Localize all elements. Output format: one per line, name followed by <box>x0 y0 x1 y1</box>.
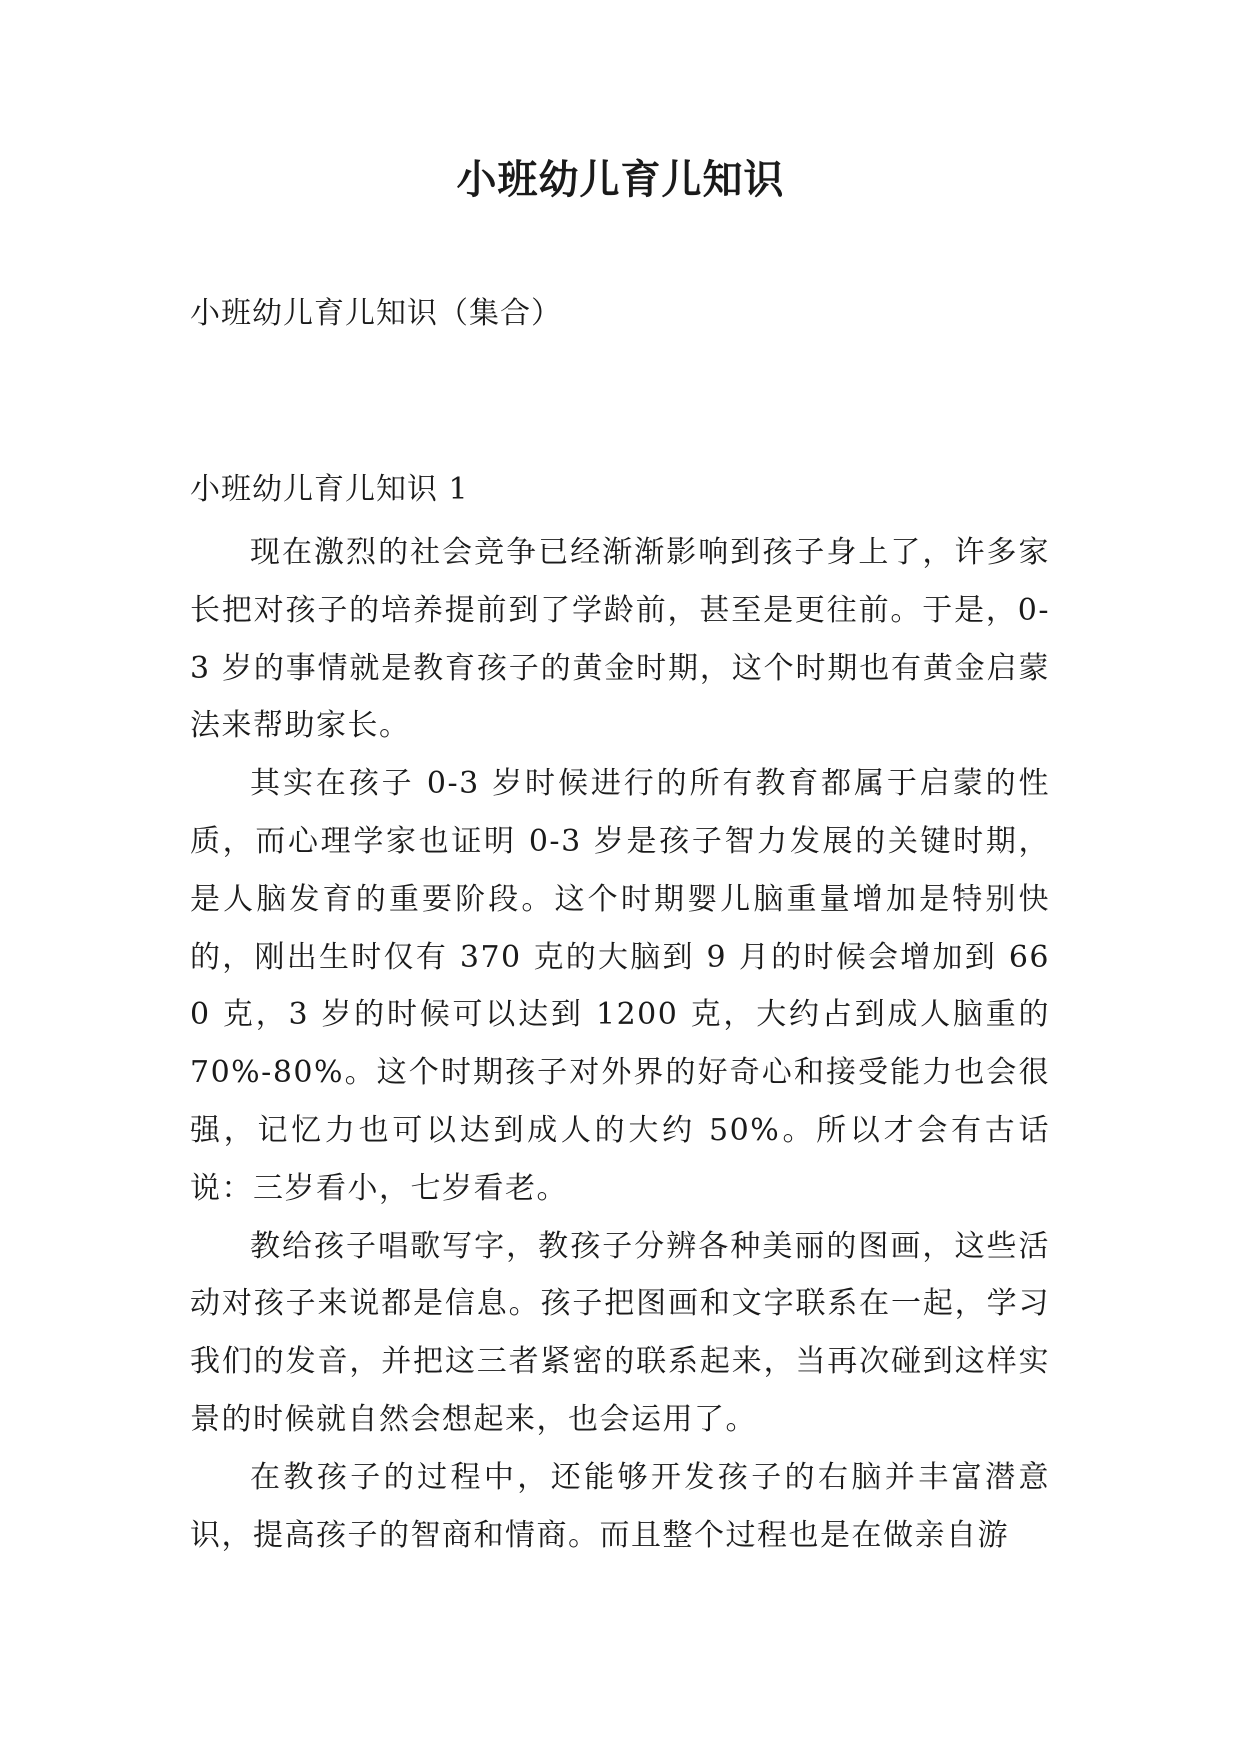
paragraph-4: 在教孩子的过程中，还能够开发孩子的右脑并丰富潜意识，提高孩子的智商和情商。而且整个过程也是在做亲自游 <box>190 1459 1050 1553</box>
document-subtitle: 小班幼儿育儿知识（集合） <box>190 296 562 331</box>
body-text <box>190 524 1050 1564</box>
paragraph-3: 教给孩子唱歌写字，教孩子分辨各种美丽的图画，这些活动对孩子来说都是信息。孩子把图画和文字联系在一起，学习我们的发音，并把这三者紧密的联系起来，当再次碰到这样实景的时候就自然会想起来，也会运用了。 <box>190 1228 1050 1437</box>
paragraph-1: 现在激烈的社会竞争已经渐渐影响到孩子身上了，许多家长把对孩子的培养提前到了学龄前，甚至是更往前。于是，0-3 岁的事情就是教育孩子的黄金时期，这个时期也有黄金启蒙法来帮助家长。 <box>190 535 1050 744</box>
document-title: 小班幼儿育儿知识 <box>456 156 785 203</box>
paragraph-2: 其实在孩子 0-3 岁时候进行的所有教育都属于启蒙的性质，而心理学家也证明 0-3 岁是孩子智力发展的关键时期，是人脑发育的重要阶段。这个时期婴儿脑重量增加是特别快的，刚出生时仅有 370 克的大脑到 9 月的时候会增加到 660 克，3 岁的时候可以达到 1200 克，大约占到成人脑重的 70%-80%。这个时期孩子对外界的好奇心和接受能力也会很强，记忆力也可以达到成人的大约 50%。所以才会有古话说：三岁看小，七岁看老。 <box>190 766 1050 1206</box>
section-heading: 小班幼儿育儿知识 1 <box>190 472 469 507</box>
